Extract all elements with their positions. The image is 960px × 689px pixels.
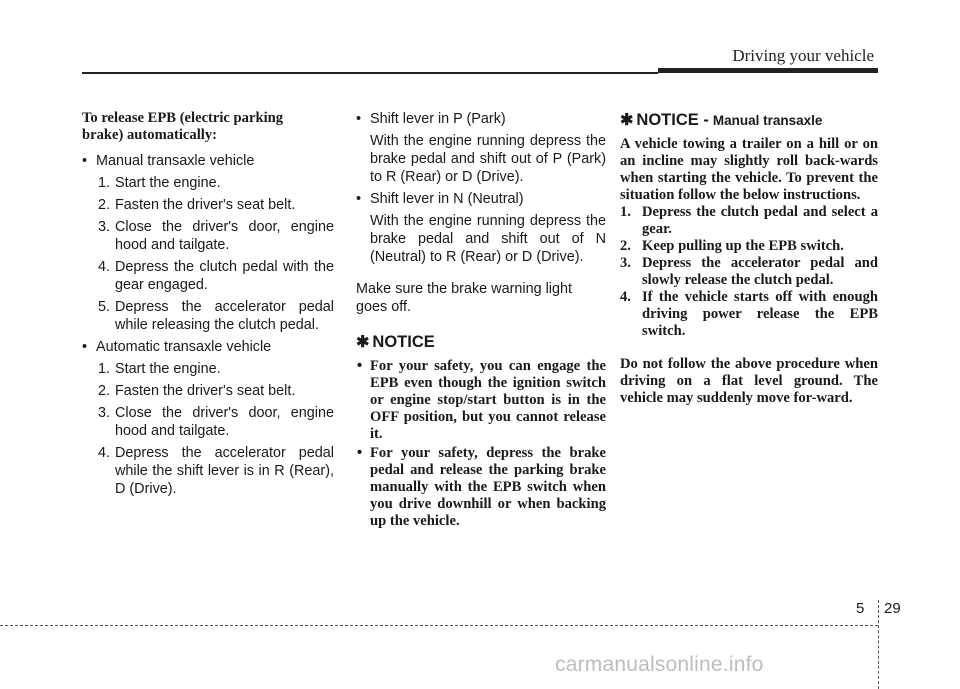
notice-heading: ✱ NOTICE [356, 333, 435, 351]
automatic-transaxle-label: • Automatic transaxle vehicle [82, 338, 334, 356]
neutral-label: • Shift lever in N (Neutral) [356, 190, 606, 208]
park-text: With the engine running depress the brake pedal and shift out of P (Park) to R (Rear) or D (Drive). [370, 133, 606, 185]
chapter-number: 5 [856, 600, 865, 617]
manual-step: 1. Start the engine. [98, 175, 221, 191]
column-left [82, 110, 334, 502]
header-rule [82, 72, 658, 74]
neutral-text: With the engine running depress the brake pedal and shift out of N (Neutral) to R (Rear) or D (Drive). [370, 213, 606, 265]
column-middle [356, 110, 606, 532]
section-title: Driving your vehicle [732, 46, 874, 65]
manual-notice-intro: A vehicle towing a trailer on a hill or on an incline may slightly roll back-wards when starting the vehicle. To prevent the situation follow the below instructions. [620, 136, 878, 203]
manual-notice-heading: ✱ NOTICE - Manual transaxle [620, 111, 823, 129]
automatic-step: 4. Depress the accelerator pedal while the shift lever is in R (Rear), D (Drive). [98, 445, 334, 497]
column-right [620, 110, 878, 407]
manual-notice-step: 4. If the vehicle starts off with enough driving power release the EPB switch. [620, 289, 878, 339]
footer-divider [878, 600, 879, 689]
epb-release-heading: To release EPB (electric parking brake) automatically: [82, 110, 284, 143]
notice-star-icon: ✱ [620, 112, 634, 129]
manual-notice-step: 3. Depress the accelerator pedal and slowly release the clutch pedal. [620, 255, 878, 288]
manual-step: 2. Fasten the driver's seat belt. [98, 197, 296, 213]
page-number: 29 [884, 600, 901, 617]
notice-star-icon: ✱ [356, 334, 370, 351]
manual-notice-step: 2. Keep pulling up the EPB switch. [620, 238, 844, 254]
header-rule-accent [658, 68, 878, 73]
footer-rule [0, 625, 878, 626]
manual-transaxle-label: • Manual transaxle vehicle [82, 152, 334, 170]
notice-item: • For your safety, you can engage the EPB even though the ignition switch or engine stop/start button is in the OFF position, but you cannot release it. [356, 358, 606, 443]
watermark: carmanualsonline.info [555, 653, 764, 676]
manual-notice-step: 1. Depress the clutch pedal and select a gear. [620, 204, 878, 237]
manual-step: 5. Depress the accelerator pedal while releasing the clutch pedal. [98, 299, 334, 333]
notice-item: • For your safety, depress the brake pedal and release the parking brake manually with the EPB switch when you drive downhill or when backing up the vehicle. [356, 445, 606, 530]
manual-notice-closing: Do not follow the above procedure when driving on a flat level ground. The vehicle may suddenly move for-ward. [620, 356, 878, 406]
automatic-step: 3. Close the driver's door, engine hood and tailgate. [98, 405, 334, 439]
park-label: • Shift lever in P (Park) [356, 110, 606, 128]
warning-light-text: Make sure the brake warning light goes off. [356, 281, 572, 315]
automatic-step: 1. Start the engine. [98, 361, 221, 377]
manual-step: 3. Close the driver's door, engine hood and tailgate. [98, 219, 334, 253]
manual-step: 4. Depress the clutch pedal with the gear engaged. [98, 259, 334, 293]
automatic-step: 2. Fasten the driver's seat belt. [98, 383, 296, 399]
